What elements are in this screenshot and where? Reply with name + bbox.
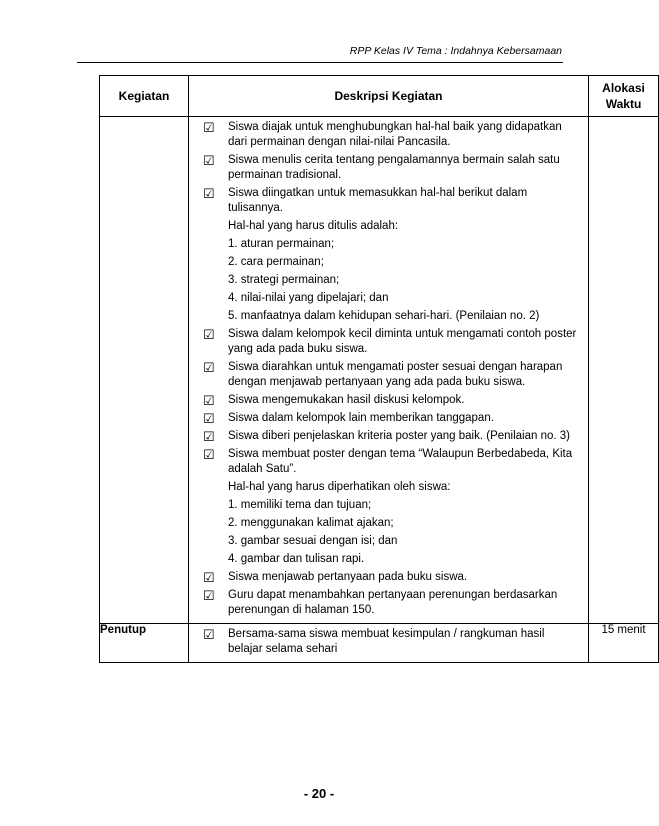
header-rule (77, 62, 563, 63)
sub-item-text: 1. memiliki tema dan tujuan; (228, 499, 372, 511)
list-item (195, 360, 582, 390)
checkbox-icon: ☑ (203, 120, 215, 135)
checkbox-icon: ☑ (203, 186, 215, 201)
checkbox-icon: ☑ (203, 447, 215, 462)
list-item (195, 447, 582, 477)
list-item-text: Siswa menulis cerita tentang pengalamannya bermain salah satu permainan tradisional. (228, 154, 560, 181)
header-alokasi: Alokasi Waktu (589, 76, 659, 117)
sub-item-text: Hal-hal yang harus ditulis adalah: (228, 220, 399, 232)
sub-item-text: 4. gambar dan tulisan rapi. (228, 553, 365, 565)
page-number: - 20 - (303, 786, 335, 801)
list-item (195, 411, 582, 426)
list-item-text: Bersama-sama siswa membuat kesimpulan / rangkuman hasil belajar selama sehari (228, 628, 545, 655)
sub-item-text: 3. gambar sesuai dengan isi; dan (228, 535, 398, 547)
sub-item-text: 1. aturan permainan; (228, 238, 335, 250)
page-header: RPP Kelas IV Tema : Indahnya Kebersamaan (349, 45, 562, 57)
sub-item-text: Hal-hal yang harus diperhatikan oleh siswa: (228, 481, 451, 493)
list-item (195, 120, 582, 150)
cell-alokasi-penutup: 15 menit (589, 624, 659, 663)
activity-table (99, 75, 659, 663)
header-deskripsi: Deskripsi Kegiatan (189, 76, 589, 117)
checkbox-icon: ☑ (203, 393, 215, 408)
checkbox-icon: ☑ (203, 411, 215, 426)
list-item-text: Guru dapat menambahkan pertanyaan perenungan berdasarkan perenungan di halaman 150. (228, 589, 558, 616)
checkbox-icon: ☑ (203, 327, 215, 342)
sub-item-text: 2. cara permainan; (228, 256, 324, 268)
list-item-text: Siswa menjawab pertanyaan pada buku siswa. (228, 571, 468, 583)
checkbox-icon: ☑ (203, 570, 215, 585)
list-item (195, 588, 582, 618)
cell-kegiatan-penutup: Penutup (100, 624, 189, 663)
list-item-text: Siswa dalam kelompok lain memberikan tanggapan. (228, 412, 494, 424)
list-item (195, 153, 582, 183)
checkbox-icon: ☑ (203, 153, 215, 168)
checkbox-icon: ☑ (203, 627, 215, 642)
list-item-text: Siswa diarahkan untuk mengamati poster sesuai dengan harapan dengan menjawab pertanyaan yang ada pada buku siswa. (228, 361, 563, 388)
inti-list (189, 117, 588, 623)
list-item (195, 429, 582, 444)
list-item (195, 186, 582, 216)
list-item-text: Siswa diajak untuk menghubungkan hal-hal baik yang didapatkan dari permainan dengan nilai-nilai Pancasila. (228, 121, 562, 148)
cell-alokasi-inti (589, 117, 659, 624)
table-row-inti (100, 117, 659, 624)
list-item-text: Siswa diingatkan untuk memasukkan hal-hal berikut dalam tulisannya. (228, 187, 528, 214)
list-item-text: Siswa diberi penjelaskan kriteria poster yang baik. (Penilaian no. 3) (228, 430, 570, 442)
checkbox-icon: ☑ (203, 429, 215, 444)
sub-item-text: 4. nilai-nilai yang dipelajari; dan (228, 292, 389, 304)
list-item-text: Siswa membuat poster dengan tema “Walaupun Berbedabeda, Kita adalah Satu”. (228, 448, 573, 475)
list-item-text: Siswa dalam kelompok kecil diminta untuk mengamati contoh poster yang ada pada buku siswa. (228, 328, 577, 355)
checkbox-icon: ☑ (203, 588, 215, 603)
cell-deskripsi-inti (189, 117, 589, 624)
list-item (195, 627, 582, 657)
checkbox-icon: ☑ (203, 360, 215, 375)
table-row-penutup (100, 624, 659, 663)
list-item (195, 570, 582, 585)
table-header-row (100, 76, 659, 117)
list-item (195, 327, 582, 357)
sub-item-text: 2. menggunakan kalimat ajakan; (228, 517, 394, 529)
cell-deskripsi-penutup (189, 624, 589, 663)
list-item-text: Siswa mengemukakan hasil diskusi kelompok. (228, 394, 465, 406)
sub-item-text: 5. manfaatnya dalam kehidupan sehari-hari. (Penilaian no. 2) (228, 310, 540, 322)
sub-item-text: 3. strategi permainan; (228, 274, 340, 286)
list-item (195, 393, 582, 408)
cell-kegiatan-inti (100, 117, 189, 624)
header-kegiatan: Kegiatan (100, 76, 189, 117)
